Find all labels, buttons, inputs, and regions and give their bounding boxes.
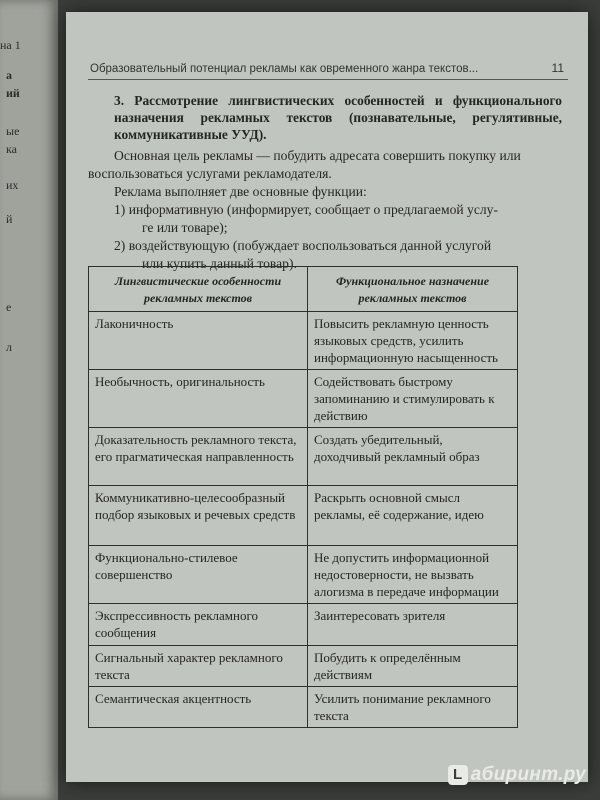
list-item: [114, 201, 562, 237]
paragraph: [88, 183, 562, 201]
column-header: Лингвистические особенности рекламных текстов: [89, 267, 308, 312]
table-cell: Раскрыть основной смысл рекламы, её содержание, идею: [308, 486, 518, 546]
book-page: [66, 12, 588, 782]
left-fragment: ка: [6, 142, 17, 156]
table-cell: Коммуникативно-целесообразный подбор языковых и речевых средств: [89, 486, 308, 546]
left-fragment: й: [6, 212, 13, 226]
table-cell: Заинтересовать зрителя: [308, 604, 518, 646]
left-fragment: е: [6, 300, 12, 314]
table-header-row: [89, 267, 518, 312]
table-cell: Экспрессивность рекламного сообщения: [89, 604, 308, 646]
table-cell: Содействовать быстрому запоминанию и стимулировать к действию: [308, 370, 518, 428]
table-row: [89, 687, 518, 728]
left-fragment: их: [6, 178, 19, 192]
table-row: [89, 370, 518, 428]
table-cell: Побудить к определённым действиям: [308, 646, 518, 687]
labirint-logo-icon: L: [448, 765, 468, 785]
table-cell: Не допустить информационной недостоверности, не вызвать алогизма в передаче информации: [308, 546, 518, 604]
labirint-watermark: [448, 764, 586, 786]
paragraph: [88, 147, 562, 183]
table-row: [89, 546, 518, 604]
left-fragment: а: [6, 68, 12, 82]
watermark-text: абиринт.ру: [470, 764, 586, 785]
left-fragment: ий: [6, 86, 20, 100]
table-row: [89, 646, 518, 687]
paragraph-text: Реклама выполняет две основные функции:: [114, 184, 367, 199]
table-cell: Семантическая акцентность: [89, 687, 308, 728]
table-cell: Усилить понимание рекламного текста: [308, 687, 518, 728]
left-fragment: на 1: [0, 38, 21, 52]
table-cell: Доказательность рекламного текста, его прагматическая направленность: [89, 428, 308, 486]
table-row: [89, 604, 518, 646]
list-item-text: 1) информативную (информирует, сообщает о предлагаемой услу-: [114, 202, 498, 217]
running-title: Образовательный потенциал рекламы как овременного жанра текстов...: [90, 63, 479, 75]
features-table: [88, 266, 518, 728]
table-row: [89, 486, 518, 546]
table-cell: Функционально-стилевое совершенство: [89, 546, 308, 604]
list-item-continuation: ге или товаре);: [142, 220, 228, 235]
table-cell: Необычность, оригинальность: [89, 370, 308, 428]
left-fragment: ые: [6, 124, 20, 138]
table-row: [89, 428, 518, 486]
list-item-text: 2) воздействующую (побуждает воспользоваться данной услугой: [114, 238, 492, 253]
table-row: [89, 312, 518, 370]
running-header: [88, 57, 568, 80]
column-header: Функциональное назначение рекламных текстов: [308, 267, 518, 312]
list-item-continuation: или купить данный товар).: [142, 256, 297, 271]
table-cell: Создать убедительный, доходчивый рекламный образ: [308, 428, 518, 486]
table-cell: Лаконичность: [89, 312, 308, 370]
table-cell: Повысить рекламную ценность языковых средств, усилить информационную насыщенность: [308, 312, 518, 370]
paragraph-text: Основная цель рекламы — побудить адресата совершить покупку или воспользоваться услугами рекламодателя.: [88, 148, 521, 181]
page-number: 11: [551, 61, 564, 75]
left-page-edge: [0, 0, 58, 800]
section-title: 3. Рассмотрение лингвистических особенностей и функционального назначения рекламных текстов (познавательные, регулятивные, коммуникативные УУД).: [114, 93, 562, 142]
left-fragment: л: [6, 340, 12, 354]
table-cell: Сигнальный характер рекламного текста: [89, 646, 308, 687]
